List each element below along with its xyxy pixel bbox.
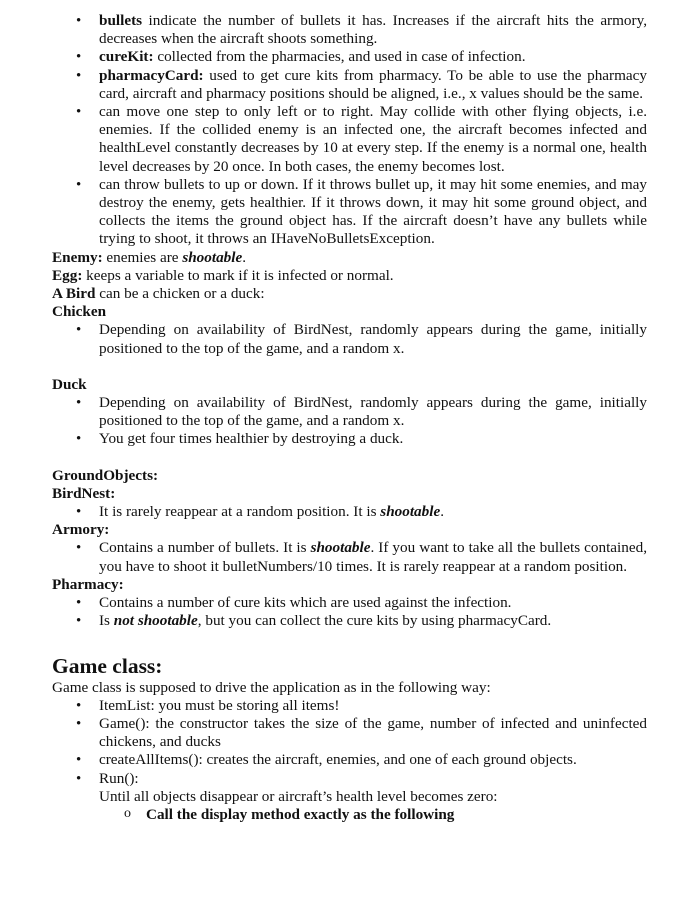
enemy-label: Enemy: [52,248,103,266]
bird-line [0,285,685,303]
pharmacy-list [0,594,685,630]
item-text: , but you can collect the cure kits by using pharmacyCard. [197,612,552,630]
item-emph: shootable [380,503,441,521]
list-item [0,12,685,48]
item-text: It is rarely reappear at a random position. It is [99,503,381,521]
term: pharmacyCard: [99,66,204,84]
item-emph: not shootable [113,612,198,630]
birdnest-heading: BirdNest: [52,484,116,502]
enemy-text: enemies are [102,248,183,266]
spacer [0,631,685,653]
list-item: • Contains a number of cure kits which are used against the infection. [0,594,685,612]
list-item [0,612,685,630]
item-text: Is [99,612,114,630]
sub-list-item: o Call the display method exactly as the following [0,806,685,824]
duck-heading: Duck [52,375,87,393]
egg-text: keeps a variable to mark if it is infected or normal. [82,266,394,284]
item-text: used to get cure kits from pharmacy. To be able to use the pharmacy card, aircraft and pharmacy positions should be aligned, i.e., x values should be the same. [99,66,647,102]
duck-list [0,394,685,449]
list-item: • createAllItems(): creates the aircraft, enemies, and one of each ground objects. [0,751,685,769]
game-list [0,697,685,788]
enemy-line [0,249,685,267]
egg-label: Egg: [52,266,83,284]
list-item [0,503,685,521]
bird-text: can be a chicken or a duck: [95,285,265,303]
chicken-list [0,321,685,357]
list-item: • Depending on availability of BirdNest, randomly appears during the game, initially positioned to the top of the game, and a random x. [0,394,685,430]
item-text: can move one step to only left or to right. May collide with other flying objects, i.e. enemies. If the collided enemy is an infected one, the aircraft becomes infected and healthLevel constantly decreases by 10 at every step. If the enemy is a normal one, health level decreases by 20 once. In both cases, the enemy becomes lost. [99,103,647,175]
bird-label: A Bird [52,285,96,303]
game-intro: Game class is supposed to drive the application as in the following way: [52,678,491,696]
list-item [0,67,685,103]
item-text: indicate the number of bullets it has. Increases if the aircraft hits the armory, decreases when the aircraft shoots something. [99,12,647,48]
term: cureKit: [99,48,154,66]
list-item: • You get four times healthier by destroying a duck. [0,430,685,448]
list-item [0,48,685,66]
list-item: • ItemList: you must be storing all items! [0,697,685,715]
spacer [0,449,685,467]
armory-list [0,539,685,575]
run-detail: Until all objects disappear or aircraft’s health level becomes zero: [99,787,498,805]
item-end: . [440,503,445,521]
egg-line [0,267,685,285]
item-text: can throw bullets to up or down. If it throws bullet up, it may hit some enemies, and may destroy the enemy, gets healthier. If it throws down, it may hit some ground object, and collects the items the ground object has. If the aircraft doesn’t have any bullets while trying to shoot, it throws an IHaveNoBulletsException. [99,175,647,248]
enemy-end: . [242,248,247,266]
armory-heading: Armory: [52,521,110,539]
term: bullets [99,12,143,29]
aircraft-properties-list [0,12,685,249]
game-class-title: Game class: [52,653,163,678]
list-item: • Depending on availability of BirdNest, randomly appears during the game, initially positioned to the top of the game, and a random x. [0,321,685,357]
pharmacy-heading: Pharmacy: [52,575,124,593]
list-item [0,176,685,249]
item-text: . If you want to take all the bullets contained, you have to shoot it bulletNumbers/10 times. It is rarely reappear at a random position. [99,539,647,575]
item-text: collected from the pharmacies, and used in case of infection. [153,48,526,66]
ground-objects-heading: GroundObjects: [52,466,159,484]
chicken-heading: Chicken [52,303,107,321]
list-item: • Game(): the constructor takes the size of the game, number of infected and uninfected chickens, and ducks [0,715,685,751]
item-text: Contains a number of bullets. It is [99,539,311,557]
item-emph: shootable [310,539,371,557]
list-item [0,103,685,176]
enemy-emph: shootable [182,248,243,266]
spacer [0,358,685,376]
list-item: • Run(): [0,770,685,788]
birdnest-list [0,503,685,521]
list-item [0,539,685,575]
